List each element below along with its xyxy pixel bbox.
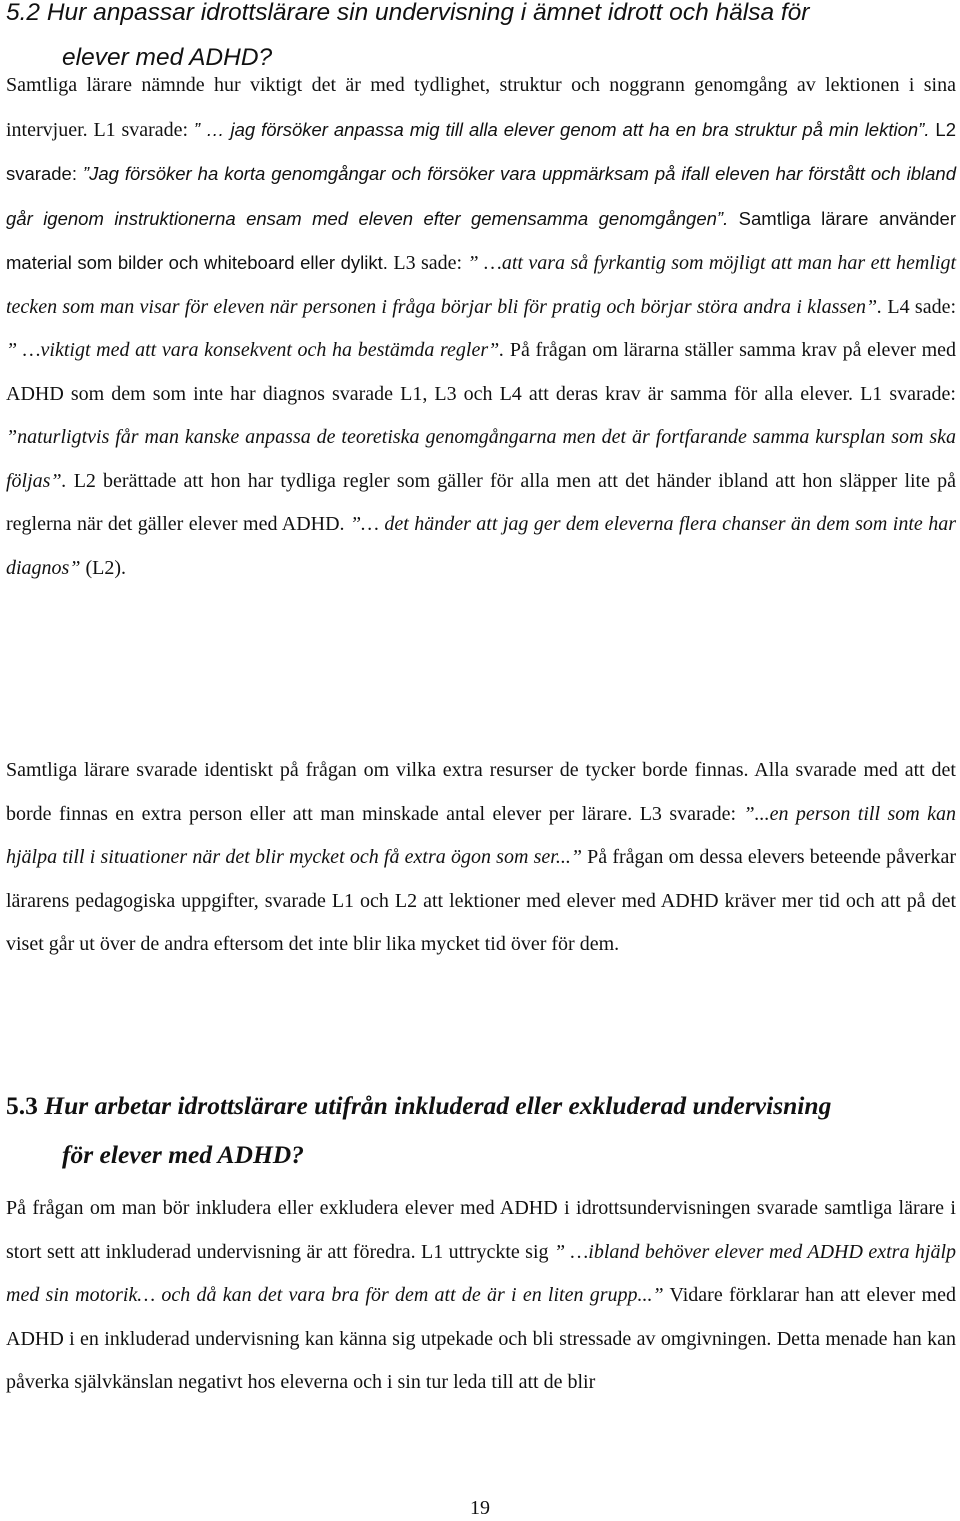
text: Samtliga lärare svarade identiskt på frågan om vilka extra resurser de tycker borde finnas. Alla svarade med att det borde finnas en extra person eller att man minskade antal elever per lärare. L3 svarade: — [6, 759, 956, 825]
text: L2 berättade att hon har tydliga regler som gäller för alla men att det händer ibland att hon släpper lite på reglerna när det gäller elever med ADHD. — [6, 469, 956, 535]
page-number: 19 — [470, 1497, 490, 1519]
quote-l4: ” …viktigt med att vara konsekvent och ha bestämda regler”. — [6, 339, 505, 361]
text: (L2). — [80, 556, 127, 579]
text: L3 sade: — [387, 252, 468, 274]
text: Samtliga lärare använder material som bilder och whiteboard eller dylikt. — [6, 207, 956, 273]
quote-l1: ” … jag försöker anpassa mig till alla elever genom att ha en bra struktur på min lektion”. — [193, 118, 930, 140]
section-heading-5-3 — [6, 1081, 956, 1179]
text: Vidare förklarar han att elever med ADHD i en inkluderad undervisning kan känna sig utpekade och bli stressade av omgivningen. Detta menade han kan påverka självkänslan negativt hos eleverna och i sin tur leda till att de blir — [6, 1284, 956, 1393]
heading-line-1: 5.2 Hur anpassar idrottslärare sin undervisning i ämnet idrott och hälsa för — [6, 0, 810, 26]
quote-l2-b: ”… det händer att jag ger dem eleverna flera chanser än dem som inte har diagnos” — [6, 513, 956, 579]
text: Samtliga lärare nämnde hur viktigt det är med tydlighet, struktur och noggrann genomgång av lektionen i sina intervjuer. L1 svarade: — [6, 74, 956, 141]
paragraph-2 — [6, 749, 956, 967]
paragraph-3 — [6, 1187, 956, 1405]
heading-line-2: elever med ADHD? — [62, 44, 273, 71]
quote-l1-b: ”naturligtvis får man kanske anpassa de teoretiska genomgångarna men det är fortfarande samma kursplan som ska följas”. — [6, 426, 956, 492]
heading-number: 5.3 — [6, 1091, 38, 1120]
quote-l3: ” …att vara så fyrkantig som möjligt att man har ett hemligt tecken som man visar för eleven när personen i fråga börjar bli för pratig och börjar störa andra i klassen”. — [6, 252, 957, 318]
paragraph-1 — [6, 64, 956, 590]
heading-line-1: Hur arbetar idrottslärare utifrån inkluderad eller exkluderad undervisning — [44, 1091, 832, 1120]
quote-l2: ”Jag försöker ha korta genomgångar och försöker vara uppmärksam på ifall eleven har förstått och ibland går igenom instruktionerna ensam med eleven efter gemensamma genomgången”. — [6, 163, 956, 229]
text: L4 sade: — [882, 295, 957, 318]
text: På frågan om dessa elevers beteende påverkar lärarens pedagogiska uppgifter, svarade L1 och L2 att lektioner med elever med ADHD kräver mer tid och att på det viset går ut över de andra eftersom det inte blir lika mycket tid över för dem. — [6, 846, 956, 955]
text: L2 svarade: — [6, 118, 956, 184]
quote-l1-c: ” …ibland behöver elever med ADHD extra hjälp med sin motorik… och då kan det vara bra för dem att de är i en liten grupp...” — [6, 1240, 957, 1306]
quote-l3-b: ”...en person till som kan hjälpa till i situationer när det blir mycket och få extra ögon som ser...” — [6, 802, 956, 868]
text: På frågan om man bör inkludera eller exkludera elever med ADHD i idrottsundervisningen svarade samtliga lärare i stort sett att inkluderad undervisning är att föredra. L1 uttryckte sig — [6, 1197, 956, 1263]
heading-line-2: för elever med ADHD? — [62, 1140, 304, 1169]
text: På frågan om lärarna ställer samma krav på elever med ADHD som dem som inte har diagnos svarade L1, L3 och L4 att deras krav är samma för alla elever. L1 svarade: — [6, 339, 957, 405]
